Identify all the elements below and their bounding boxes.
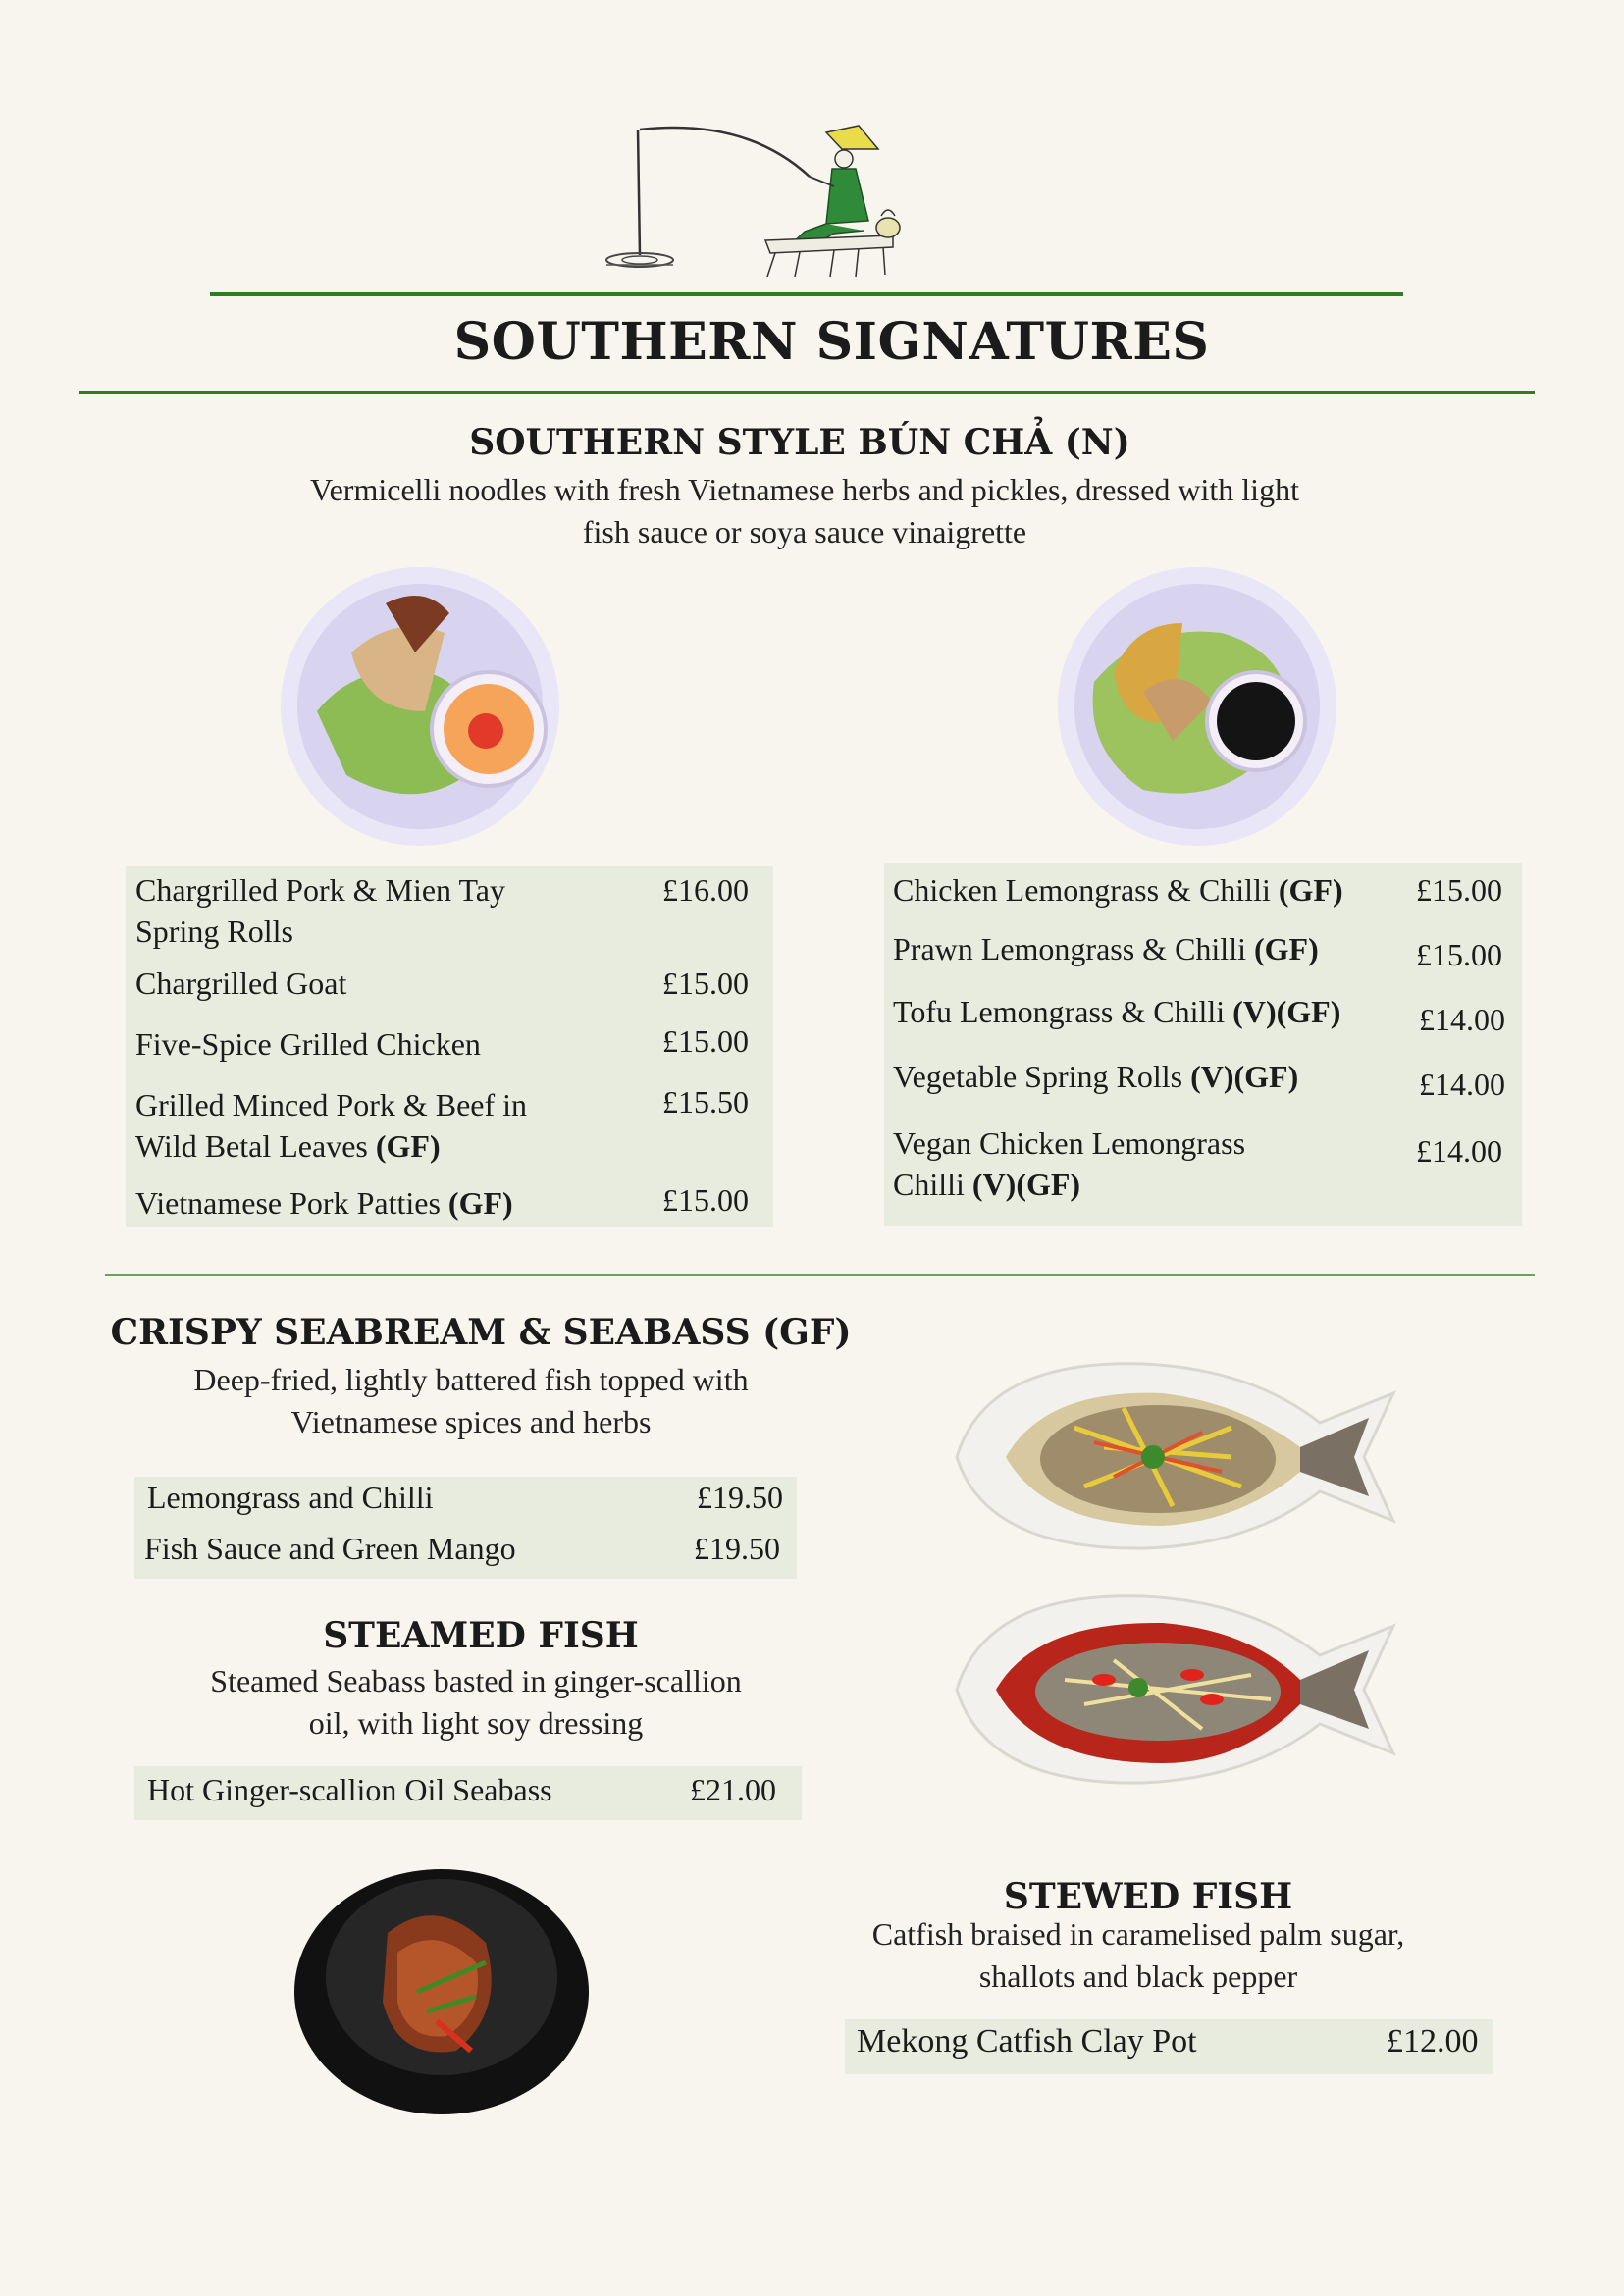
dietary-tag: (V)(GF) [1232,994,1341,1029]
item-price: £19.50 [694,1531,780,1566]
item-name: Chicken Lemongrass & Chilli [893,872,1271,908]
crispy-fish-plate [947,1349,1408,1560]
dietary-tag: (GF) [1253,931,1319,966]
dietary-tag: (GF) [1278,872,1343,908]
item-price: £15.00 [662,1182,749,1218]
item-name: Five-Spice Grilled Chicken [135,1026,481,1062]
stewed-desc-line1: Catfish braised in caramelised palm sugar, [871,1916,1405,1952]
item-price: £14.00 [1419,1002,1505,1037]
steamed-title: STEAMED FISH [323,1615,639,1656]
clay-pot [289,1854,594,2119]
page-title: SOUTHERN SIGNATURES [453,312,1210,372]
bun-cha-desc-line2: fish sauce or soya sauce vinaigrette [582,514,1027,549]
item-price: £15.00 [1416,872,1502,908]
item-price: £15.00 [662,1023,749,1059]
item-name: Chargrilled Pork & Mien Tay [135,872,505,908]
item-price: £19.50 [697,1480,783,1515]
stewed-box [845,2019,1493,2074]
item-price: £15.00 [1416,937,1502,972]
steamed-desc-line2: oil, with light soy dressing [308,1705,644,1741]
item-name: Tofu Lemongrass & Chilli [893,994,1226,1029]
item-name: Lemongrass and Chilli [147,1480,434,1515]
item-name: Vegetable Spring Rolls [893,1059,1183,1094]
item-name: Wild Betal Leaves [135,1128,368,1164]
bun-cha-left-box [126,866,773,1227]
crispy-box [134,1477,797,1579]
steamed-box [134,1766,802,1820]
bun-cha-right-box [884,863,1522,1226]
dietary-tag: (GF) [447,1185,513,1221]
stewed-desc-line2: shallots and black pepper [978,1958,1298,1994]
item-name: Fish Sauce and Green Mango [144,1531,516,1566]
item-price: £15.50 [662,1084,749,1120]
dietary-tag: (V)(GF) [1190,1059,1299,1094]
crispy-desc-line2: Vietnamese spices and herbs [290,1404,652,1439]
stewed-title: STEWED FISH [1003,1876,1293,1917]
item-price: £14.00 [1416,1133,1502,1169]
bun-cha-desc-line1: Vermicelli noodles with fresh Vietnamese herbs and pickles, dressed with light [310,472,1299,507]
item-name: Vegan Chicken Lemongrass [893,1125,1246,1161]
crispy-title: CRISPY SEABREAM & SEABASS (GF) [110,1312,852,1353]
bun-cha-title: SOUTHERN STYLE BÚN CHẢ (N) [469,422,1130,463]
item-price: £21.00 [690,1772,776,1807]
item-price: £12.00 [1387,2023,1479,2060]
item-name: Chilli [893,1167,965,1202]
dietary-tag: (V)(GF) [971,1167,1081,1202]
item-price: £14.00 [1419,1067,1505,1102]
item-name: Chargrilled Goat [135,965,347,1001]
fisherman-illustration [599,108,913,280]
item-name: Grilled Minced Pork & Beef in [135,1087,528,1122]
item-name: Vietnamese Pork Patties [135,1185,441,1221]
item-name: Mekong Catfish Clay Pot [857,2023,1197,2060]
steamed-desc-line1: Steamed Seabass basted in ginger-scallion [210,1663,742,1698]
item-price: £16.00 [662,872,749,908]
item-name: Spring Rolls [135,913,293,949]
crispy-desc-line1: Deep-fried, lightly battered fish topped with [193,1362,749,1397]
steamed-fish-plate [947,1582,1408,1798]
bun-cha-fish-sauce-bowl [278,564,562,849]
bun-cha-soy-sauce-bowl [1055,564,1339,849]
item-name: Hot Ginger-scallion Oil Seabass [147,1772,552,1807]
dietary-tag: (GF) [375,1128,441,1164]
item-name: Prawn Lemongrass & Chilli [893,931,1246,966]
item-price: £15.00 [662,965,749,1001]
